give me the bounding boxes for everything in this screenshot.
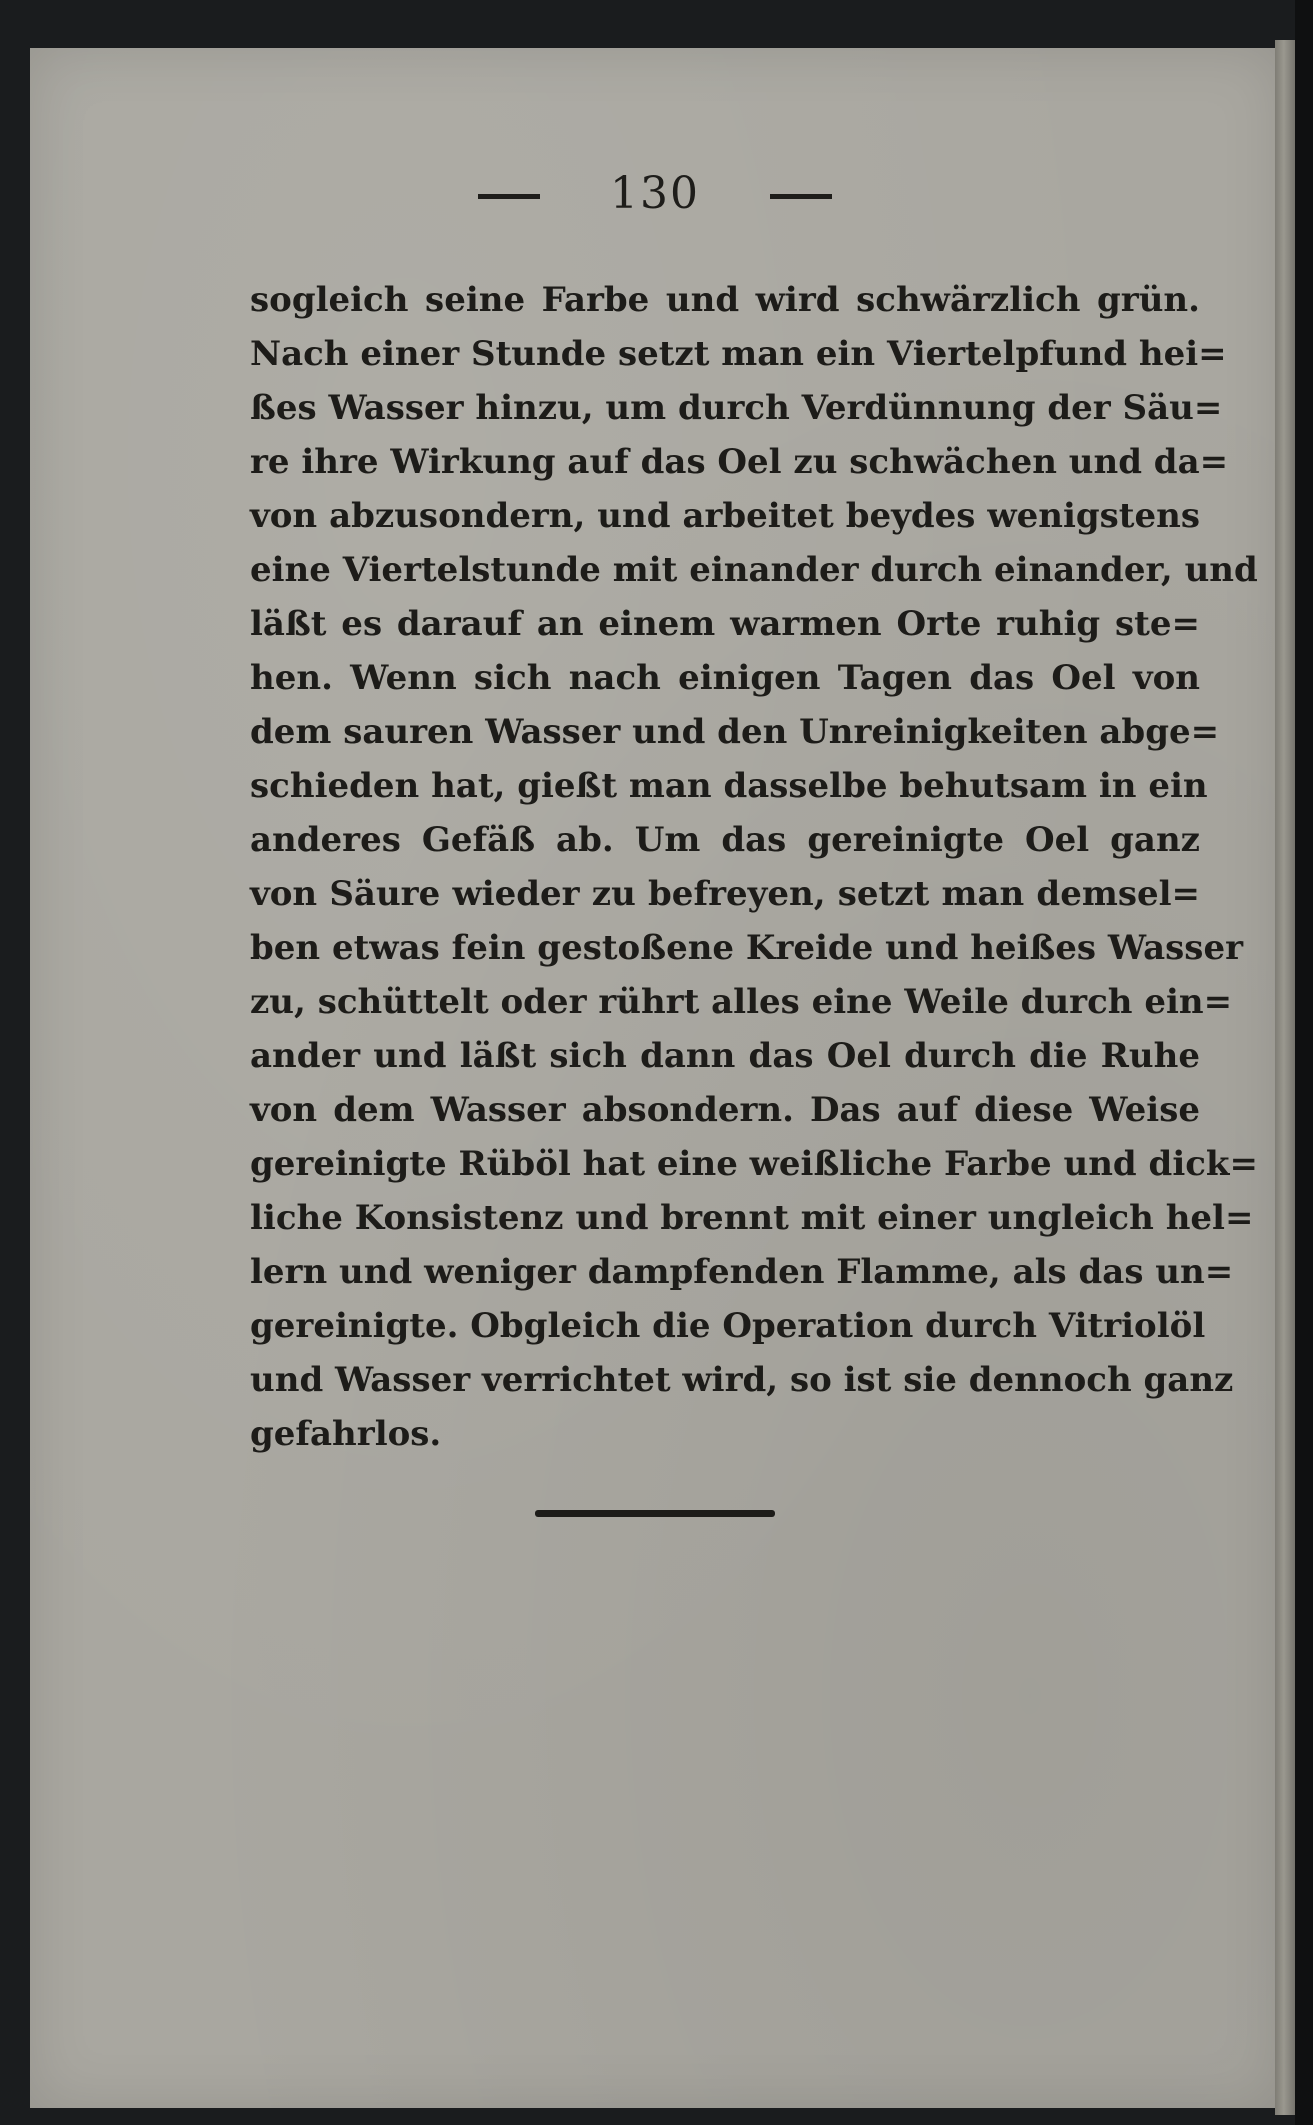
section-end-rule xyxy=(535,1510,775,1517)
text-line: läßt es darauf an einem warmen Orte ruhig ste= xyxy=(250,604,1200,644)
text-line: gefahrlos. xyxy=(250,1414,442,1454)
book-page xyxy=(30,48,1280,2108)
body-text xyxy=(250,273,1258,1461)
text-line: ben etwas fein gestoßene Kreide und heißes Wasser xyxy=(250,928,1243,968)
text-line: zu, schüttelt oder rührt alles eine Weile durch ein= xyxy=(250,982,1233,1022)
text-line: von dem Wasser absondern. Das auf diese Weise xyxy=(250,1090,1200,1130)
text-line: Nach einer Stunde setzt man ein Viertelpfund hei= xyxy=(250,334,1227,374)
text-line: ander und läßt sich dann das Oel durch die Ruhe xyxy=(250,1036,1200,1076)
text-line: hen. Wenn sich nach einigen Tagen das Oel von xyxy=(250,658,1200,698)
text-line: lern und weniger dampfenden Flamme, als das un= xyxy=(250,1252,1234,1292)
text-line: gereinigte Rüböl hat eine weißliche Farbe und dick= xyxy=(250,1144,1258,1184)
text-line: eine Viertelstunde mit einander durch einander, und xyxy=(250,550,1258,590)
text-line: von abzusondern, und arbeitet beydes wenigstens xyxy=(250,496,1200,536)
header-dash-right xyxy=(770,194,832,199)
text-line: dem sauren Wasser und den Unreinigkeiten abge= xyxy=(250,712,1220,752)
text-line: schieden hat, gießt man dasselbe behutsam in ein xyxy=(250,766,1208,806)
text-line: ßes Wasser hinzu, um durch Verdünnung der Säu= xyxy=(250,388,1223,428)
text-line: sogleich seine Farbe und wird schwärzlich grün. xyxy=(250,280,1200,320)
header-dash-left xyxy=(478,194,540,199)
text-line: anderes Gefäß ab. Um das gereinigte Oel ganz xyxy=(250,820,1200,860)
text-line: re ihre Wirkung auf das Oel zu schwächen und da= xyxy=(250,442,1229,482)
page-edge xyxy=(1275,40,1297,2115)
book-spine xyxy=(1295,0,1313,2125)
page-header xyxy=(30,168,1280,238)
page-number: 130 xyxy=(610,168,700,219)
text-line: und Wasser verrichtet wird, so ist sie dennoch ganz xyxy=(250,1360,1234,1400)
text-line: liche Konsistenz und brennt mit einer ungleich hel= xyxy=(250,1198,1254,1238)
text-line: von Säure wieder zu befreyen, setzt man demsel= xyxy=(250,874,1200,914)
text-line: gereinigte. Obgleich die Operation durch Vitriolöl xyxy=(250,1306,1206,1346)
